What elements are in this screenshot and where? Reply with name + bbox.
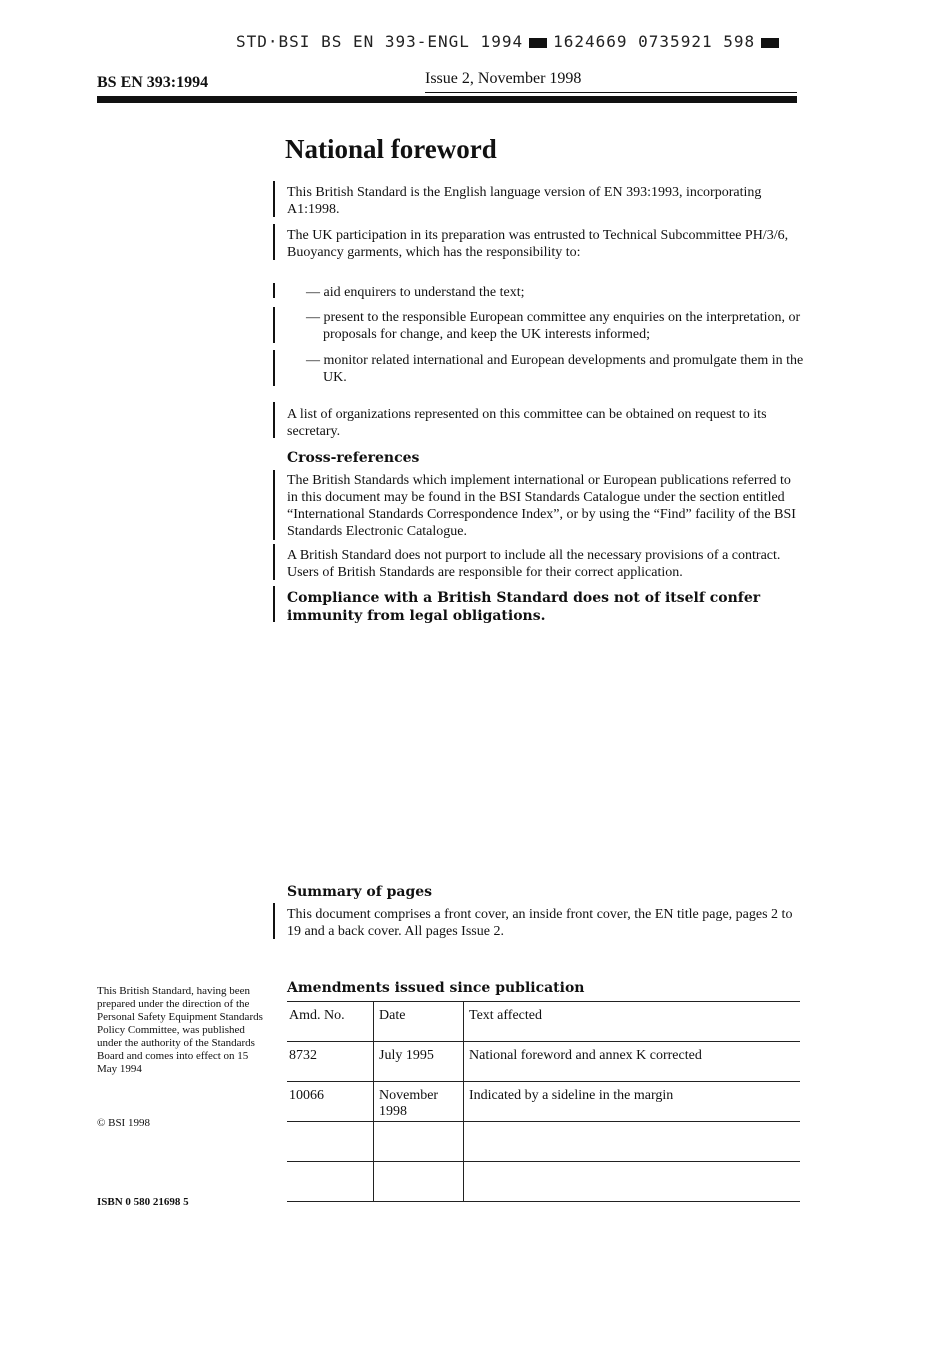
summary-text: This document comprises a front cover, an inside front cover, the EN title page, pages 2 to 19 and a back cover. All pages Issue 2.: [287, 907, 793, 939]
cross-references-paragraph: The British Standards which implement international or European publications referred to in this document may be found in the BSI Standards Catalogue under the section entitled “International Standards Correspondence Index”, or by using the “Find” facility of the BSI Standards Electronic Catalogue.: [287, 473, 796, 539]
change-sideline: [273, 350, 275, 386]
document-code-suffix: 598: [723, 32, 756, 51]
document-code: STD·BSI BS EN 393-ENGL 1994: [236, 32, 524, 51]
amendments-heading: Amendments issued since publication: [287, 980, 585, 996]
compliance-statement: Compliance with a British Standard does not of itself confer immunity from legal obligations.: [287, 590, 761, 624]
amendment-date: November 1998: [374, 1082, 464, 1122]
change-sideline: [273, 307, 275, 343]
responsibility-item: — monitor related international and European developments and promulgate them in the UK.: [306, 353, 804, 385]
header-rule-thick: [97, 96, 797, 103]
change-sideline: [273, 402, 275, 438]
change-sideline: [273, 283, 275, 298]
table-row-empty: [287, 1162, 800, 1202]
change-sideline: [273, 470, 275, 540]
change-sideline: [273, 224, 275, 260]
amendment-number: 8732: [287, 1042, 374, 1082]
table-row: [287, 1082, 800, 1122]
responsibility-item: — present to the responsible European committee any enquiries on the interpretation, or proposals for change, and keep the UK interests informed;: [306, 310, 801, 342]
summary-heading: Summary of pages: [287, 884, 433, 900]
amendment-date: July 1995: [374, 1042, 464, 1082]
table-row: [287, 1042, 800, 1082]
column-header: Text affected: [469, 1008, 542, 1023]
amendments-table: [287, 1001, 800, 1202]
code-block-mark: [761, 38, 779, 48]
change-sideline: [273, 903, 275, 939]
header-rule-thin: [425, 92, 797, 93]
copyright: © BSI 1998: [97, 1117, 150, 1129]
change-sideline: [273, 181, 275, 217]
column-header: Date: [374, 1002, 464, 1042]
publication-note: This British Standard, having been prepared under the direction of the Personal Safety Equipment Standards Policy Committee, was published under the authority of the Standards Board and comes into effect on 15 May 1994: [97, 985, 263, 1075]
amendment-text: National foreword and annex K corrected: [469, 1048, 702, 1063]
amendment-number: 10066: [287, 1082, 374, 1122]
column-header: Amd. No.: [287, 1002, 374, 1042]
code-block-mark: [529, 38, 547, 48]
change-sideline: [273, 544, 275, 580]
table-header-row: [287, 1002, 800, 1042]
document-id: BS EN 393:1994: [97, 74, 209, 91]
document-code-tail: 1624669 0735921: [553, 32, 713, 51]
committee-note: A list of organizations represented on this committee can be obtained on request to its secretary.: [287, 407, 767, 439]
intro-paragraph: This British Standard is the English language version of EN 393:1993, incorporating A1:1998.: [287, 185, 762, 217]
amendment-text: Indicated by a sideline in the margin: [469, 1088, 674, 1103]
document-code-line: [236, 32, 785, 51]
responsibility-item: — aid enquirers to understand the text;: [306, 285, 525, 300]
cross-references-heading: Cross-references: [287, 450, 420, 466]
intro-paragraph: The UK participation in its preparation was entrusted to Technical Subcommittee PH/3/6, Buoyancy garments, which has the responsibility to:: [287, 228, 789, 260]
table-row-empty: [287, 1122, 800, 1162]
cross-references-paragraph: A British Standard does not purport to include all the necessary provisions of a contract. Users of British Standards are responsible for their correct application.: [287, 548, 781, 580]
issue-label: Issue 2, November 1998: [425, 70, 582, 87]
change-sideline: [273, 586, 275, 622]
page-title: National foreword: [285, 134, 497, 164]
isbn: ISBN 0 580 21698 5: [97, 1196, 189, 1208]
